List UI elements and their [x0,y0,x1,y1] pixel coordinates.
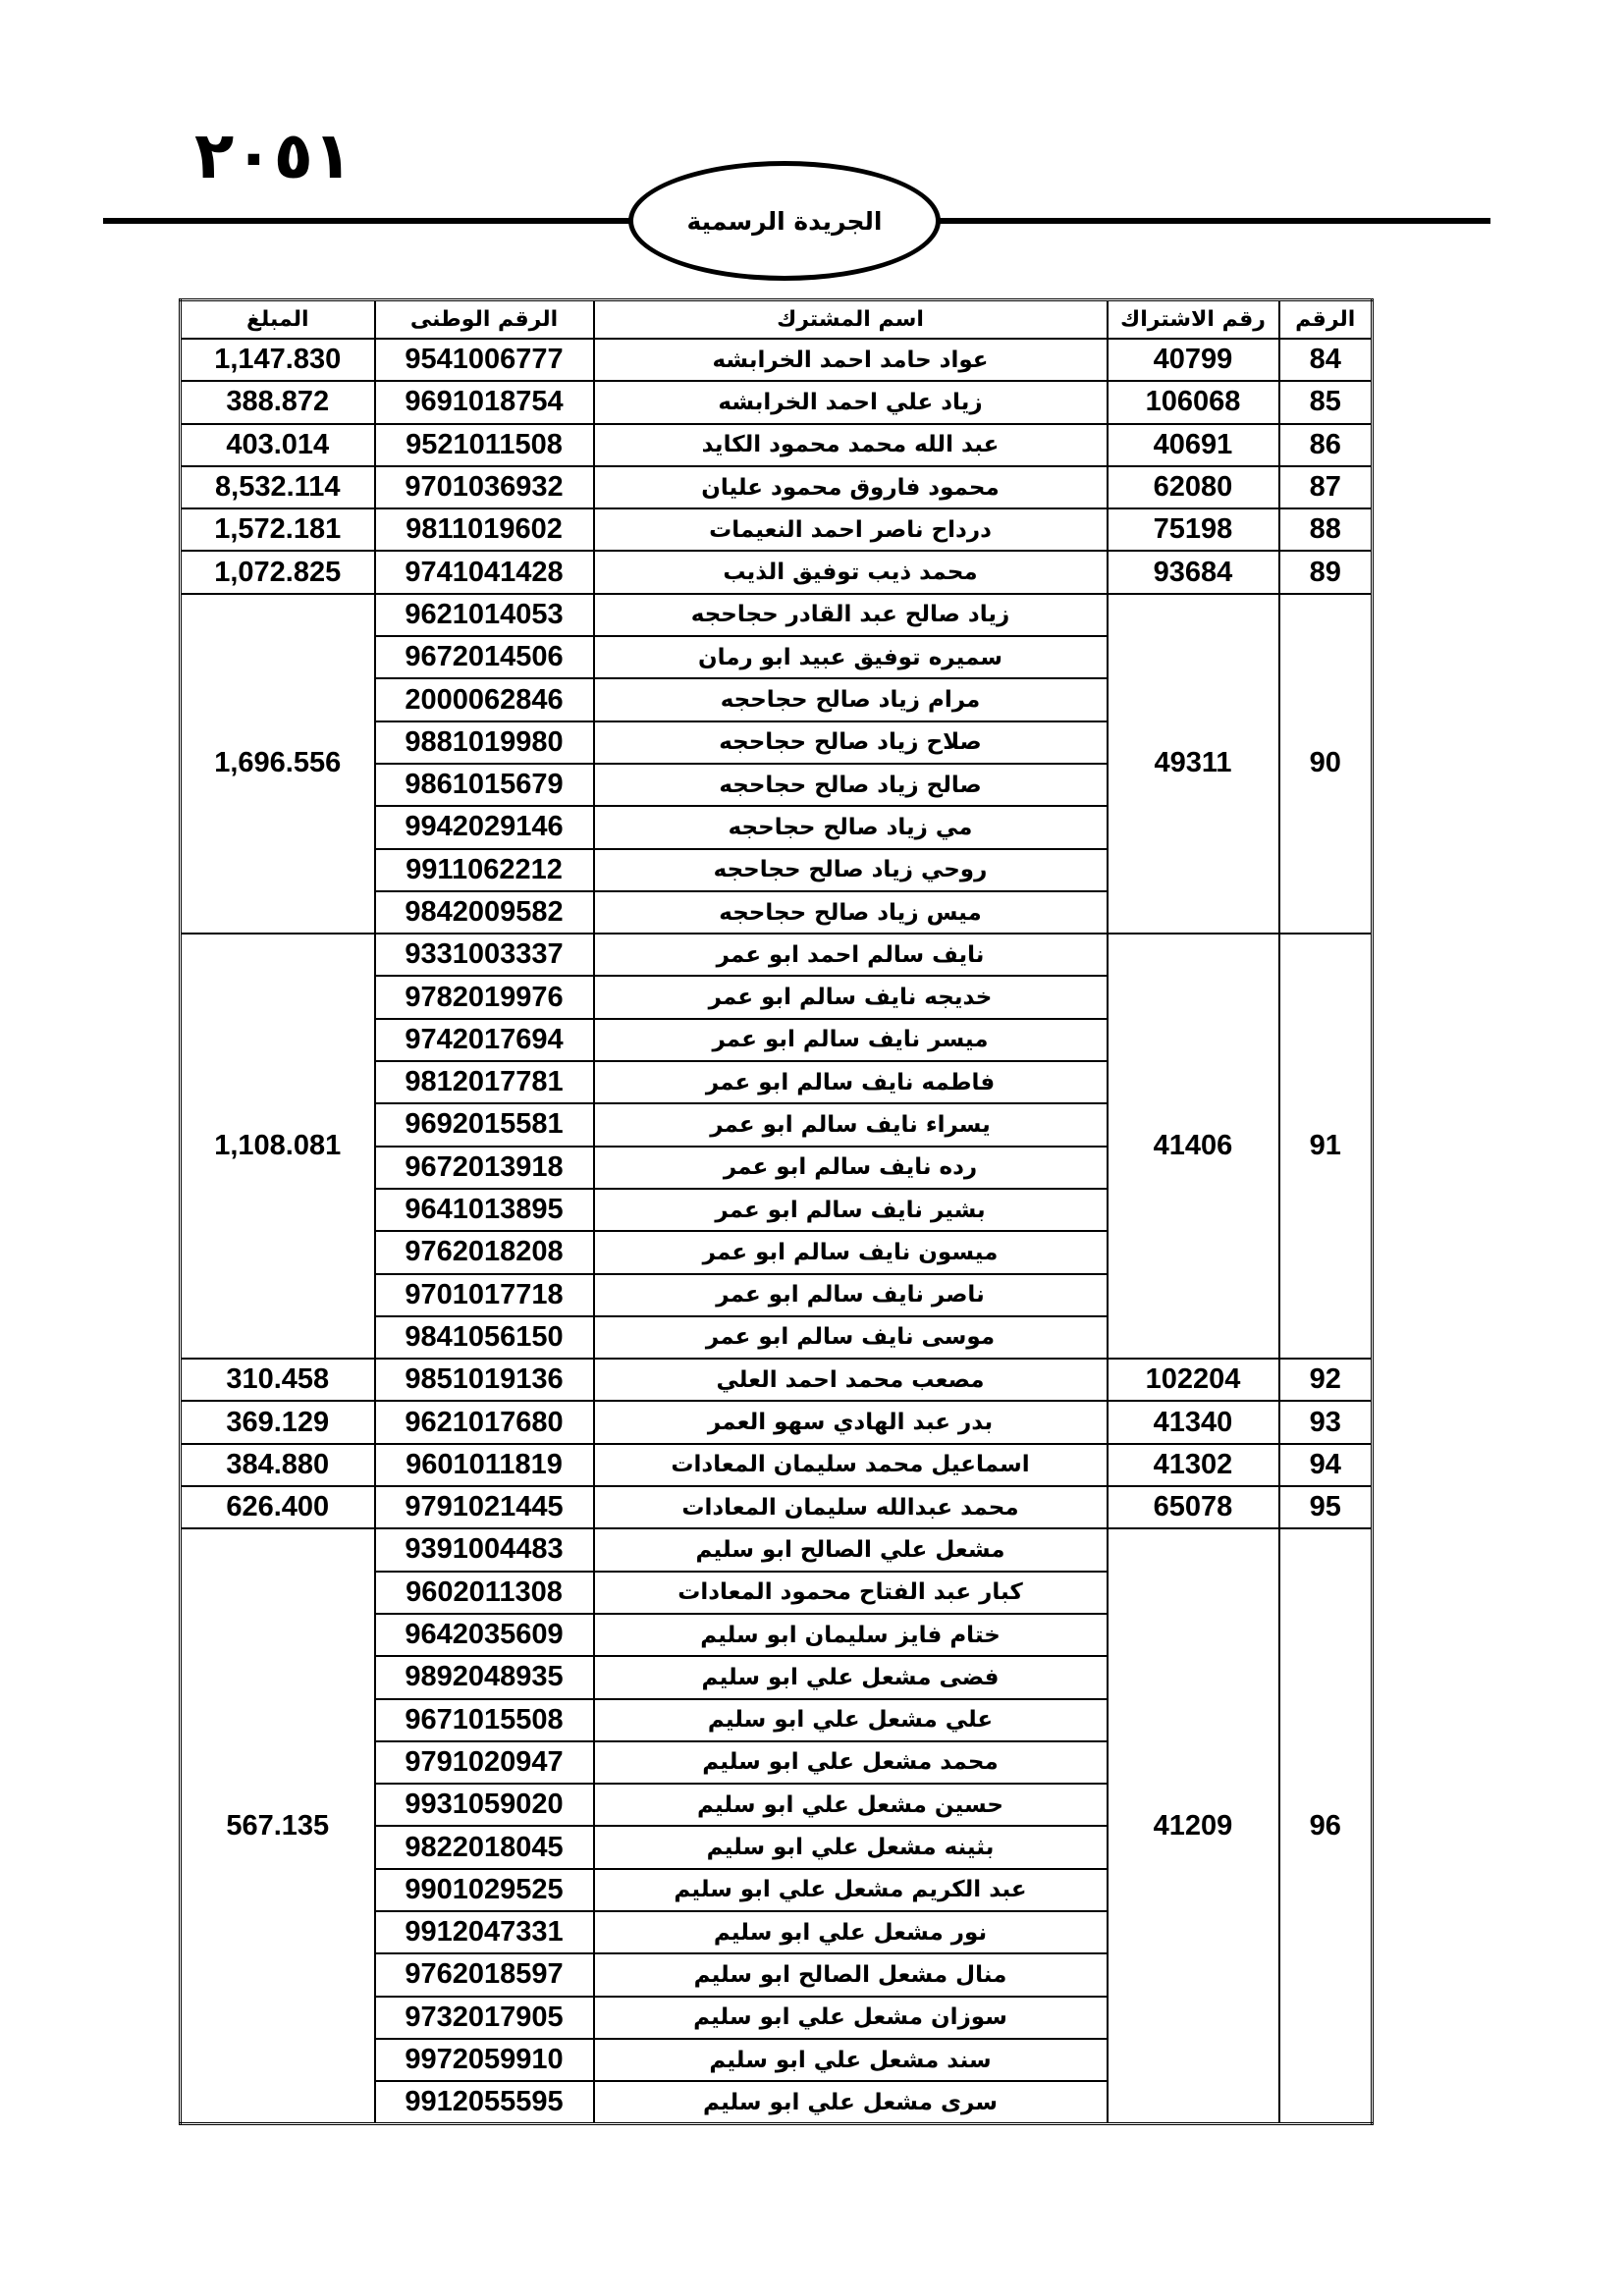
national-id-cell: 9672013918 [375,1147,594,1189]
row-number-cell: 88 [1279,508,1373,551]
national-id-cell: 2000062846 [375,678,594,721]
row-number-cell: 91 [1279,934,1373,1359]
amount-cell: 310.458 [181,1359,375,1401]
national-id-cell: 9812017781 [375,1061,594,1103]
table-row [181,1486,1373,1528]
row-number-cell: 94 [1279,1444,1373,1486]
national-id-cell: 9701036932 [375,466,594,508]
national-id-cell: 9691018754 [375,381,594,423]
subscription-number-cell: 93684 [1108,551,1279,593]
subscriber-name-cell: زياد علي احمد الخرابشه [594,381,1108,423]
subscriber-name-cell: نور مشعل علي ابو سليم [594,1911,1108,1953]
subscriber-name-cell: مشعل علي الصالح ابو سليم [594,1528,1108,1571]
subscriber-name-cell: سوزان مشعل علي ابو سليم [594,1997,1108,2039]
national-id-cell: 9701017718 [375,1274,594,1316]
subscriber-name-cell: فاطمه نايف سالم ابو عمر [594,1061,1108,1103]
table-row [181,1528,1373,1571]
subscriber-name-cell: بدر عبد الهادي سهو العمر [594,1401,1108,1443]
national-id-cell: 9642035609 [375,1614,594,1656]
subscriber-name-cell: محمد عبدالله سليمان المعادات [594,1486,1108,1528]
national-id-cell: 9931059020 [375,1784,594,1826]
subscriber-name-cell: رده نايف سالم ابو عمر [594,1147,1108,1189]
table-body [181,339,1373,2124]
national-id-cell: 9601011819 [375,1444,594,1486]
national-id-cell: 9811019602 [375,508,594,551]
national-id-cell: 9672014506 [375,636,594,678]
header-row-number: الرقم [1279,300,1373,340]
row-number-cell: 85 [1279,381,1373,423]
row-number-cell: 95 [1279,1486,1373,1528]
national-id-cell: 9692015581 [375,1103,594,1146]
subscription-number-cell: 41302 [1108,1444,1279,1486]
subscriber-name-cell: يسراء نايف سالم ابو عمر [594,1103,1108,1146]
row-number-cell: 86 [1279,424,1373,466]
table-row [181,466,1373,508]
subscriber-name-cell: مصعب محمد احمد العلي [594,1359,1108,1401]
national-id-cell: 9331003337 [375,934,594,976]
table-row [181,508,1373,551]
national-id-cell: 9541006777 [375,339,594,381]
subscription-number-cell: 40799 [1108,339,1279,381]
row-number-cell: 89 [1279,551,1373,593]
subscriber-name-cell: حسين مشعل علي ابو سليم [594,1784,1108,1826]
subscriber-name-cell: محمود فاروق محمود عليان [594,466,1108,508]
table-row [181,1444,1373,1486]
header-amount: المبلغ [181,300,375,340]
amount-cell: 388.872 [181,381,375,423]
national-id-cell: 9912055595 [375,2081,594,2124]
subscriber-name-cell: محمد ذيب توفيق الذيب [594,551,1108,593]
subscriber-name-cell: مرام زياد صالح حجاحجه [594,678,1108,721]
amount-cell: 567.135 [181,1528,375,2124]
amount-cell: 1,696.556 [181,594,375,934]
gazette-title: الجريدة الرسمية [686,206,883,236]
subscriber-name-cell: بشير نايف سالم ابو عمر [594,1189,1108,1231]
subscriber-name-cell: مي زياد صالح حجاحجه [594,806,1108,848]
national-id-cell: 9791020947 [375,1741,594,1784]
row-number-cell: 92 [1279,1359,1373,1401]
national-id-cell: 9742017694 [375,1019,594,1061]
subscriber-name-cell: نايف سالم احمد ابو عمر [594,934,1108,976]
national-id-cell: 9911062212 [375,849,594,891]
row-number-cell: 84 [1279,339,1373,381]
national-id-cell: 9762018597 [375,1953,594,1996]
amount-cell: 369.129 [181,1401,375,1443]
table-row [181,339,1373,381]
national-id-cell: 9602011308 [375,1572,594,1614]
amount-cell: 626.400 [181,1486,375,1528]
header-oval [628,161,941,281]
national-id-cell: 9671015508 [375,1699,594,1741]
subscription-number-cell: 40691 [1108,424,1279,466]
table-row [181,424,1373,466]
subscriber-name-cell: عبد الله محمد محمود الكايد [594,424,1108,466]
subscriber-name-cell: سرى مشعل علي ابو سليم [594,2081,1108,2124]
amount-cell: 1,108.081 [181,934,375,1359]
subscriber-name-cell: صلاح زياد صالح حجاحجه [594,721,1108,764]
national-id-cell: 9782019976 [375,976,594,1018]
subscription-number-cell: 62080 [1108,466,1279,508]
subscriber-name-cell: ميسون نايف سالم ابو عمر [594,1231,1108,1273]
header-subscriber-name: اسم المشترك [594,300,1108,340]
national-id-cell: 9641013895 [375,1189,594,1231]
national-id-cell: 9762018208 [375,1231,594,1273]
subscription-number-cell: 49311 [1108,594,1279,934]
subscriber-name-cell: ختام فايز سليمان ابو سليم [594,1614,1108,1656]
table-row [181,594,1373,636]
subscription-number-cell: 75198 [1108,508,1279,551]
subscriber-name-cell: فضى مشعل علي ابو سليم [594,1656,1108,1698]
national-id-cell: 9521011508 [375,424,594,466]
national-id-cell: 9841056150 [375,1316,594,1359]
national-id-cell: 9391004483 [375,1528,594,1571]
subscription-number-cell: 65078 [1108,1486,1279,1528]
subscriber-name-cell: سميره توفيق عبيد ابو رمان [594,636,1108,678]
table-header-row [181,300,1373,340]
subscriber-name-cell: ميس زياد صالح حجاحجه [594,891,1108,934]
page-number: ٢٠٥١ [194,118,353,193]
subscription-number-cell: 41340 [1108,1401,1279,1443]
row-number-cell: 90 [1279,594,1373,934]
subscriber-name-cell: عواد حامد احمد الخرابشه [594,339,1108,381]
subscriber-name-cell: روحي زياد صالح حجاحجه [594,849,1108,891]
national-id-cell: 9912047331 [375,1911,594,1953]
amount-cell: 403.014 [181,424,375,466]
national-id-cell: 9842009582 [375,891,594,934]
subscriber-name-cell: اسماعيل محمد سليمان المعادات [594,1444,1108,1486]
row-number-cell: 96 [1279,1528,1373,2124]
table-row [181,1359,1373,1401]
amount-cell: 1,572.181 [181,508,375,551]
subscriber-name-cell: منال مشعل الصالح ابو سليم [594,1953,1108,1996]
header-subscription-number: رقم الاشتراك [1108,300,1279,340]
amount-cell: 8,532.114 [181,466,375,508]
national-id-cell: 9621017680 [375,1401,594,1443]
subscriber-name-cell: صالح زياد صالح حجاحجه [594,764,1108,806]
amount-cell: 384.880 [181,1444,375,1486]
subscriber-name-cell: ناصر نايف سالم ابو عمر [594,1274,1108,1316]
subscriber-name-cell: محمد مشعل علي ابو سليم [594,1741,1108,1784]
table-row [181,381,1373,423]
subscriber-name-cell: عبد الكريم مشعل علي ابو سليم [594,1869,1108,1911]
national-id-cell: 9851019136 [375,1359,594,1401]
subscriber-name-cell: موسى نايف سالم ابو عمر [594,1316,1108,1359]
national-id-cell: 9741041428 [375,551,594,593]
subscriber-name-cell: سند مشعل علي ابو سليم [594,2039,1108,2081]
national-id-cell: 9791021445 [375,1486,594,1528]
national-id-cell: 9822018045 [375,1826,594,1868]
subscriber-name-cell: زياد صالح عبد القادر حجاحجه [594,594,1108,636]
subscribers-table [179,298,1374,2125]
amount-cell: 1,147.830 [181,339,375,381]
subscriber-name-cell: علي مشعل علي ابو سليم [594,1699,1108,1741]
national-id-cell: 9621014053 [375,594,594,636]
subscriber-name-cell: كبار عبد الفتاح محمود المعادات [594,1572,1108,1614]
national-id-cell: 9732017905 [375,1997,594,2039]
row-number-cell: 87 [1279,466,1373,508]
header-national-id: الرقم الوطنى [375,300,594,340]
subscriber-name-cell: خديجه نايف سالم ابو عمر [594,976,1108,1018]
table-row [181,551,1373,593]
national-id-cell: 9942029146 [375,806,594,848]
row-number-cell: 93 [1279,1401,1373,1443]
national-id-cell: 9881019980 [375,721,594,764]
subscription-number-cell: 106068 [1108,381,1279,423]
table-row [181,1401,1373,1443]
amount-cell: 1,072.825 [181,551,375,593]
table-row [181,934,1373,976]
national-id-cell: 9861015679 [375,764,594,806]
national-id-cell: 9892048935 [375,1656,594,1698]
subscriber-name-cell: بثينه مشعل علي ابو سليم [594,1826,1108,1868]
subscriber-name-cell: ميسر نايف سالم ابو عمر [594,1019,1108,1061]
subscription-number-cell: 41209 [1108,1528,1279,2124]
subscriber-name-cell: درداح ناصر احمد النعيمات [594,508,1108,551]
subscription-number-cell: 102204 [1108,1359,1279,1401]
national-id-cell: 9901029525 [375,1869,594,1911]
subscription-number-cell: 41406 [1108,934,1279,1359]
national-id-cell: 9972059910 [375,2039,594,2081]
